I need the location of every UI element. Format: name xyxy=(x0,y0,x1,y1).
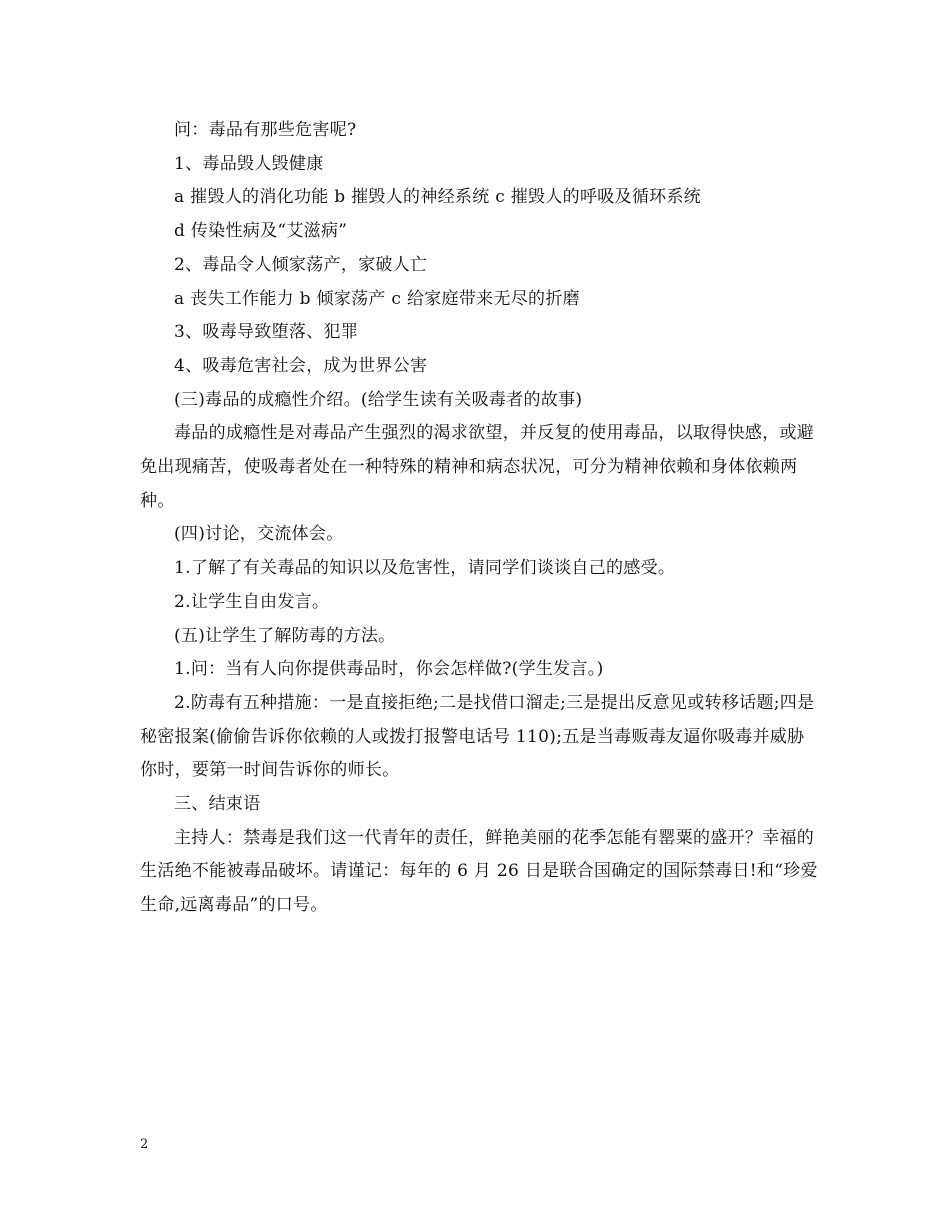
paragraph-addiction: 毒品的成瘾性是对毒品产生强烈的渴求欲望，并反复的使用毒品，以取得快感，或避免出现痛苦，使吸毒者处在一种特殊的精神和病态状况，可分为精神依赖和身体依赖两种。 xyxy=(140,423,815,511)
section-heading-addiction: (三)毒品的成瘾性介绍。(给学生读有关吸毒者的故事) xyxy=(174,389,583,410)
paragraph-discussion-2: 2.让学生自由发言。 xyxy=(174,591,330,612)
paragraph-harm-2: 2、毒品令人倾家荡产，家破人亡 xyxy=(174,254,428,275)
section-heading-closing: 三、结束语 xyxy=(174,794,261,815)
paragraph-question: 问：毒品有那些危害呢? xyxy=(174,120,357,140)
document-body xyxy=(140,114,820,923)
paragraph-harm-1: 1、毒品毁人毁健康 xyxy=(174,153,324,174)
section-heading-prevention: (五)让学生了解防毒的方法。 xyxy=(174,625,396,646)
paragraph-harm-2-details: a 丧失工作能力 b 倾家荡产 c 给家庭带来无尽的折磨 xyxy=(174,288,580,309)
paragraph-prevention-2: 2.防毒有五种措施：一是直接拒绝;二是找借口溜走;三是提出反意见或转移话题;四是秘密报案(偷偷告诉你依赖的人或拨打报警电话号 110);五是当毒贩毒友逼你吸毒并威胁你时，要第一时间告诉你的师长。 xyxy=(140,692,815,781)
paragraph-harm-1-details-a: a 摧毁人的消化功能 b 摧毁人的神经系统 c 摧毁人的呼吸及循环系统 xyxy=(174,187,702,208)
paragraph-closing: 主持人：禁毒是我们这一代青年的责任，鲜艳美丽的花季怎能有罂粟的盛开？幸福的生活绝不能被毒品破坏。请谨记：每年的 6 月 26 日是联合国确定的国际禁毒日!和“珍爱生命,远离毒品”的口号。 xyxy=(140,827,818,916)
paragraph-harm-4: 4、吸毒危害社会，成为世界公害 xyxy=(174,355,428,376)
paragraph-harm-3: 3、吸毒导致堕落、犯罪 xyxy=(174,322,359,343)
paragraph-prevention-1: 1.问：当有人向你提供毒品时，你会怎样做?(学生发言。) xyxy=(174,659,604,680)
page-number: 2 xyxy=(140,1137,149,1152)
paragraph-discussion-1: 1.了解了有关毒品的知识以及危害性，请同学们谈谈自己的感受。 xyxy=(174,558,676,579)
section-heading-discussion: (四)讨论，交流体会。 xyxy=(174,524,344,545)
paragraph-harm-1-details-d: d 传染性病及“艾滋病” xyxy=(174,221,348,242)
